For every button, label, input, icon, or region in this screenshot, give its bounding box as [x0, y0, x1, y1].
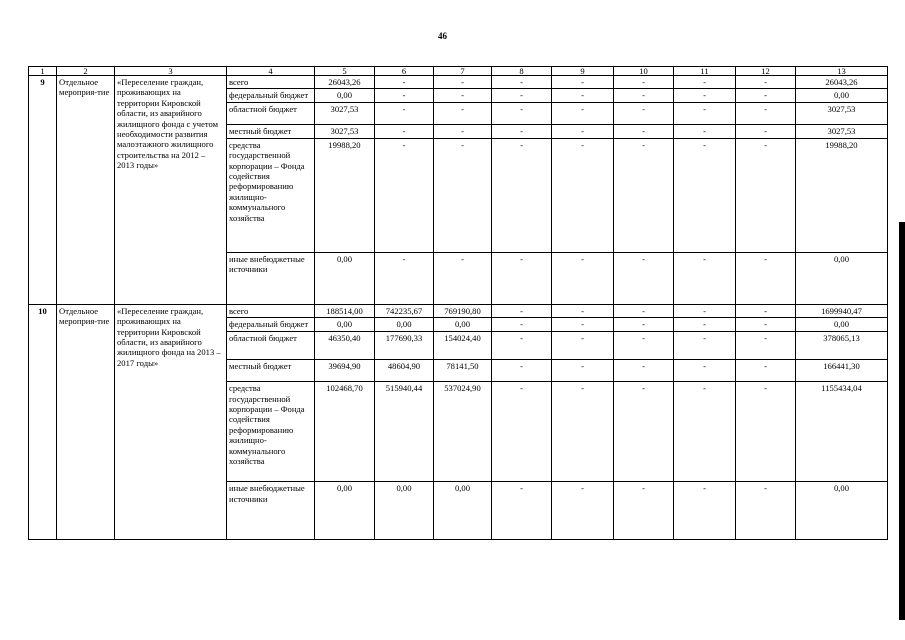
value-cell: - [492, 482, 552, 540]
funding-source: местный бюджет [227, 125, 315, 138]
header-cell: 12 [736, 67, 796, 76]
header-cell: 9 [552, 67, 614, 76]
value-cell: - [552, 89, 614, 103]
value-cell: - [614, 76, 674, 89]
value-cell: - [674, 125, 736, 138]
value-cell: - [492, 252, 552, 304]
value-cell: - [492, 138, 552, 252]
value-cell: - [552, 382, 614, 482]
value-cell: - [674, 318, 736, 332]
value-cell: 0,00 [796, 318, 888, 332]
value-cell: - [552, 125, 614, 138]
value-cell: - [614, 318, 674, 332]
measure-name: «Переселение граждан, проживающих на территории Кировской области, из аварийного жилищного фонда с учетом необходимости развития малоэтажного жилищного строительства на 2012 – 2013 годы» [115, 76, 227, 305]
value-cell: - [614, 138, 674, 252]
value-cell: - [614, 252, 674, 304]
value-cell: 39694,90 [315, 360, 375, 382]
value-cell: - [674, 76, 736, 89]
measure-type: Отдельное мероприя-тие [57, 304, 115, 539]
value-cell: 0,00 [796, 252, 888, 304]
value-cell: - [736, 103, 796, 125]
value-cell: 3027,53 [315, 103, 375, 125]
value-cell: 0,00 [315, 482, 375, 540]
value-cell: - [492, 318, 552, 332]
value-cell: 378065,13 [796, 332, 888, 360]
funding-source: иные внебюджетные источники [227, 252, 315, 304]
value-cell: - [434, 103, 492, 125]
value-cell: - [674, 103, 736, 125]
value-cell: - [434, 138, 492, 252]
value-cell: 537024,90 [434, 382, 492, 482]
row-number: 10 [29, 304, 57, 539]
funding-source: областной бюджет [227, 103, 315, 125]
value-cell: - [492, 304, 552, 317]
value-cell: - [674, 332, 736, 360]
value-cell: - [674, 252, 736, 304]
value-cell: - [736, 318, 796, 332]
value-cell: 0,00 [375, 318, 434, 332]
header-cell: 11 [674, 67, 736, 76]
value-cell: - [492, 125, 552, 138]
value-cell: - [492, 76, 552, 89]
value-cell: - [375, 103, 434, 125]
value-cell: - [492, 382, 552, 482]
header-cell: 2 [57, 67, 115, 76]
value-cell: 0,00 [375, 482, 434, 540]
funding-source: иные внебюджетные источники [227, 482, 315, 540]
value-cell: 769190,80 [434, 304, 492, 317]
header-row [29, 67, 888, 76]
value-cell: - [736, 382, 796, 482]
value-cell: - [674, 304, 736, 317]
funding-source: областной бюджет [227, 332, 315, 360]
value-cell: - [552, 103, 614, 125]
header-cell: 3 [115, 67, 227, 76]
value-cell: 3027,53 [796, 125, 888, 138]
funding-source: всего [227, 304, 315, 317]
value-cell: - [375, 89, 434, 103]
value-cell: 0,00 [315, 89, 375, 103]
value-cell: - [614, 89, 674, 103]
value-cell: 3027,53 [796, 103, 888, 125]
funding-source: местный бюджет [227, 360, 315, 382]
value-cell: 78141,50 [434, 360, 492, 382]
funding-source: федеральный бюджет [227, 89, 315, 103]
table-row [29, 76, 888, 89]
table-row [29, 304, 888, 317]
value-cell: - [614, 304, 674, 317]
value-cell: - [434, 76, 492, 89]
header-cell: 7 [434, 67, 492, 76]
value-cell: 0,00 [434, 318, 492, 332]
value-cell: - [736, 89, 796, 103]
value-cell: 19988,20 [315, 138, 375, 252]
funding-source: средства государственной корпорации – Фонда содействия реформированию жилищно-коммунального хозяйства [227, 382, 315, 482]
value-cell: 3027,53 [315, 125, 375, 138]
header-cell: 13 [796, 67, 888, 76]
value-cell: 1155434,04 [796, 382, 888, 482]
value-cell: - [736, 76, 796, 89]
value-cell: - [736, 360, 796, 382]
value-cell: 0,00 [434, 482, 492, 540]
value-cell: 102468,70 [315, 382, 375, 482]
header-cell: 10 [614, 67, 674, 76]
value-cell: - [614, 382, 674, 482]
value-cell: 48604,90 [375, 360, 434, 382]
value-cell: - [552, 76, 614, 89]
value-cell: - [614, 332, 674, 360]
budget-table [28, 66, 888, 540]
page-number: 46 [438, 31, 447, 41]
value-cell: - [375, 138, 434, 252]
header-cell: 5 [315, 67, 375, 76]
value-cell: - [614, 103, 674, 125]
value-cell: 46350,40 [315, 332, 375, 360]
value-cell: - [736, 304, 796, 317]
value-cell: - [434, 252, 492, 304]
value-cell: - [614, 360, 674, 382]
value-cell: - [434, 125, 492, 138]
value-cell: 188514,00 [315, 304, 375, 317]
header-cell: 6 [375, 67, 434, 76]
funding-source: средства государственной корпорации – Фонда содействия реформированию жилищно-коммунального хозяйства [227, 138, 315, 252]
value-cell: 177690,33 [375, 332, 434, 360]
value-cell: 26043,26 [796, 76, 888, 89]
value-cell: - [375, 252, 434, 304]
measure-type: Отдельное мероприя-тие [57, 76, 115, 305]
value-cell: - [492, 89, 552, 103]
value-cell: - [375, 125, 434, 138]
value-cell: - [552, 138, 614, 252]
value-cell: - [492, 332, 552, 360]
value-cell: - [492, 103, 552, 125]
header-cell: 1 [29, 67, 57, 76]
value-cell: 1699940,47 [796, 304, 888, 317]
row-number: 9 [29, 76, 57, 305]
value-cell: 0,00 [796, 89, 888, 103]
value-cell: 19988,20 [796, 138, 888, 252]
header-cell: 4 [227, 67, 315, 76]
value-cell: 154024,40 [434, 332, 492, 360]
value-cell: - [552, 360, 614, 382]
value-cell: 515940,44 [375, 382, 434, 482]
value-cell: - [736, 482, 796, 540]
value-cell: - [674, 360, 736, 382]
header-cell: 8 [492, 67, 552, 76]
value-cell: - [552, 318, 614, 332]
value-cell: - [552, 332, 614, 360]
value-cell: 0,00 [796, 482, 888, 540]
value-cell: - [614, 125, 674, 138]
value-cell: 0,00 [315, 252, 375, 304]
value-cell: 742235,67 [375, 304, 434, 317]
value-cell: - [492, 360, 552, 382]
scan-edge-mark [899, 222, 905, 620]
value-cell: - [736, 125, 796, 138]
value-cell: - [674, 138, 736, 252]
value-cell: - [674, 89, 736, 103]
value-cell: 26043,26 [315, 76, 375, 89]
measure-name: «Переселение граждан, проживающих на территории Кировской области, из аварийного жилищного фонда на 2013 – 2017 годы» [115, 304, 227, 539]
funding-source: федеральный бюджет [227, 318, 315, 332]
funding-source: всего [227, 76, 315, 89]
value-cell: - [674, 482, 736, 540]
value-cell: - [674, 382, 736, 482]
value-cell: - [736, 252, 796, 304]
value-cell: - [736, 138, 796, 252]
value-cell: 166441,30 [796, 360, 888, 382]
value-cell: - [434, 89, 492, 103]
value-cell: - [552, 482, 614, 540]
value-cell: 0,00 [315, 318, 375, 332]
value-cell: - [552, 252, 614, 304]
value-cell: - [736, 332, 796, 360]
value-cell: - [375, 76, 434, 89]
value-cell: - [552, 304, 614, 317]
value-cell: - [614, 482, 674, 540]
